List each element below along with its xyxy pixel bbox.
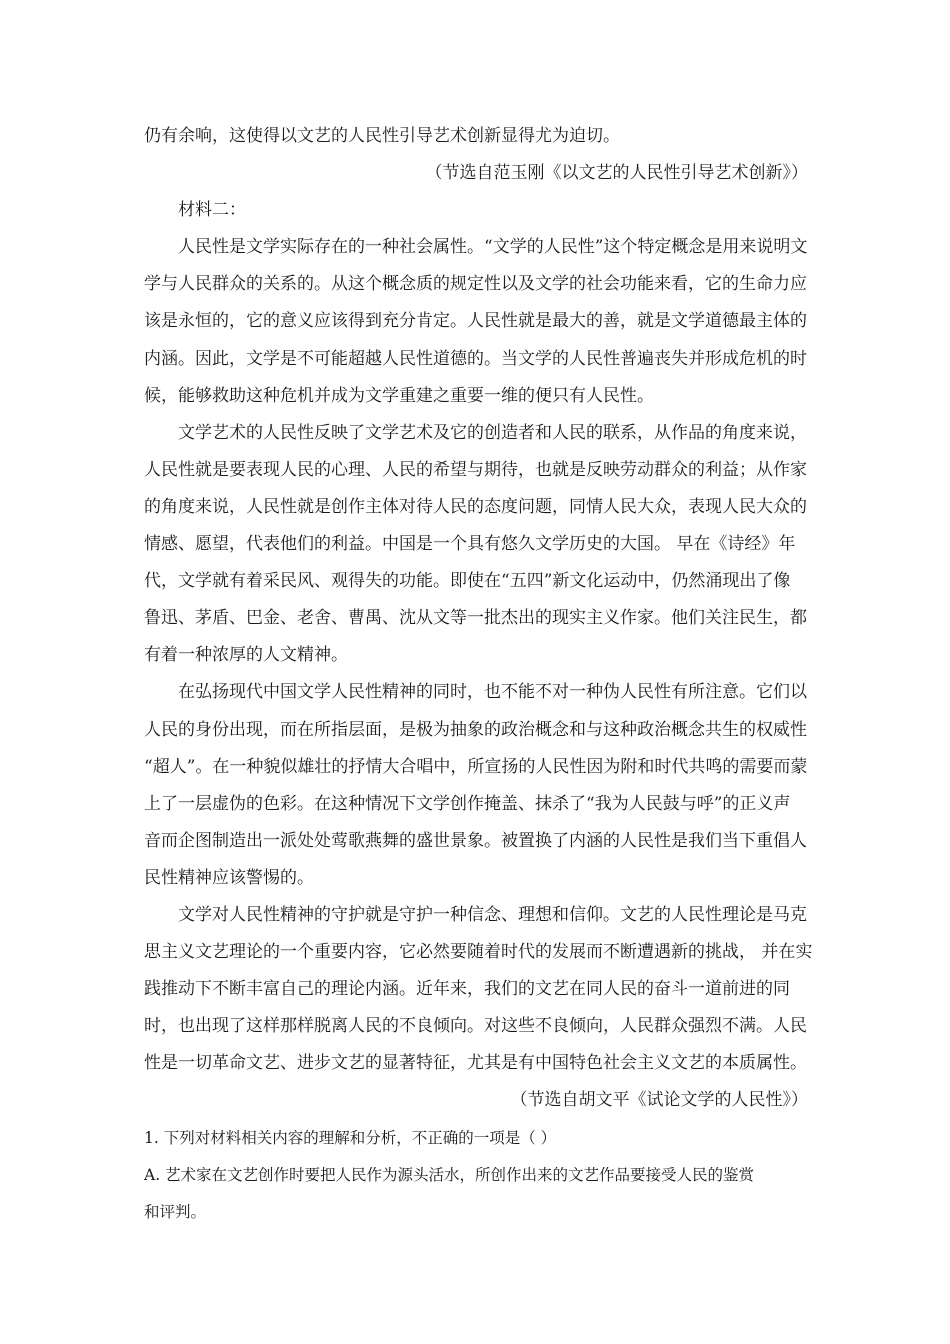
material2-paragraph-4 [144,897,813,1082]
paragraph-line: 时，也出现了这样那样脱离人民的不良倾向。对这些不良倾向，人民群众强烈不满。人民 [144,1016,807,1037]
paragraph-line: 内涵。因此，文学是不可能超越人民性道德的。当文学的人民性普遍丧失并形成危机的时 [144,348,807,369]
paragraph-line: 人民性就是要表现人民的心理、人民的希望与期待，也就是反映劳动群众的利益；从作家 [144,459,807,480]
question-1-stem: 1. 下列对材料相关内容的理解和分析，不正确的一项是（ ） [144,1128,557,1147]
paragraph-line: 音而企图制造出一派处处莺歌燕舞的盛世景象。被置换了内涵的人民性是我们当下重倡人 [144,830,807,851]
paragraph-line: 有着一种浓厚的人文精神。 [144,645,348,666]
paragraph-line: 文学艺术的人民性反映了文学艺术及它的创造者和人民的联系，从作品的角度来说， [178,422,807,443]
exam-page [144,118,813,1231]
paragraph-line: “超人”。在一种貌似雄壮的抒情大合唱中，所宣扬的人民性因为附和时代共鸣的需要而蒙 [144,756,808,777]
paragraph-line: 践推动下不断丰富自己的理论内涵。近年来，我们的文艺在同人民的奋斗一道前进的同 [144,979,790,1000]
paragraph-line: 鲁迅、茅盾、巴金、老舍、曹禺、沈从文等一批杰出的现实主义作家。他们关注民生，都 [144,608,807,629]
material2-paragraph-1 [144,229,808,414]
paragraph-line: 上了一层虚伪的色彩。在这种情况下文学创作掩盖、抹杀了“我为人民鼓与呼”的正义声 [144,793,791,814]
paragraph-line: 在弘扬现代中国文学人民性精神的同时，也不能不对一种伪人民性有所注意。它们以 [178,682,807,703]
paragraph-line: 代，文学就有着采民风、观得失的功能。即使在“五四”新文化运动中，仍然涌现出了像 [144,571,791,592]
option-line: A. 艺术家在文艺创作时要把人民作为源头活水，所创作出来的文艺作品要接受人民的鉴赏 [144,1165,755,1184]
paragraph-line: 人民的身份出现，而在所指层面，是极为抽象的政治概念和与这种政治概念共生的权威性 [144,719,807,740]
paragraph-line: 候，能够救助这种危机并成为文学重建之重要一维的便只有人民性。 [144,385,654,406]
material2-paragraph-2 [144,415,808,675]
material2-heading: 材料二： [178,200,246,221]
paragraph-line: 该是永恒的，它的意义应该得到充分肯定。人民性就是最大的善，就是文学道德最主体的 [144,311,807,332]
option-line: 和评判。 [144,1202,207,1221]
paragraph-line: 人民性是文学实际存在的一种社会属性。“文学的人民性”这个特定概念是用来说明文 [178,237,808,258]
paragraph-line: 思主义文艺理论的一个重要内容，它必然要随着时代的发展而不断遭遇新的挑战， 并在实 [144,942,813,963]
paragraph-line: 情感、愿望，代表他们的利益。中国是一个具有悠久文学历史的大国。 早在《诗经》年 [144,534,796,555]
material2-source: （节选自胡文平《试论文学的人民性》） [510,1090,808,1111]
material1-tail-line: 仍有余响，这使得以文艺的人民性引导艺术创新显得尤为迫切。 [144,126,620,146]
paragraph-line: 的角度来说，人民性就是创作主体对待人民的态度问题，同情人民大众，表现人民大众的 [144,496,807,517]
paragraph-line: 性是一切革命文艺、进步文艺的显著特征，尤其是有中国特色社会主义文艺的本质属性。 [144,1053,807,1074]
paragraph-line: 民性精神应该警惕的。 [144,867,314,888]
material1-source: （节选自范玉刚《以文艺的人民性引导艺术创新》） [425,163,808,184]
paragraph-line: 学与人民群众的关系的。从这个概念质的规定性以及文学的社会功能来看，它的生命力应 [144,274,807,295]
question-1-option-a [144,1157,808,1231]
material2-paragraph-3 [144,674,808,897]
paragraph-line: 文学对人民性精神的守护就是守护一种信念、理想和信仰。文艺的人民性理论是马克 [178,904,807,925]
